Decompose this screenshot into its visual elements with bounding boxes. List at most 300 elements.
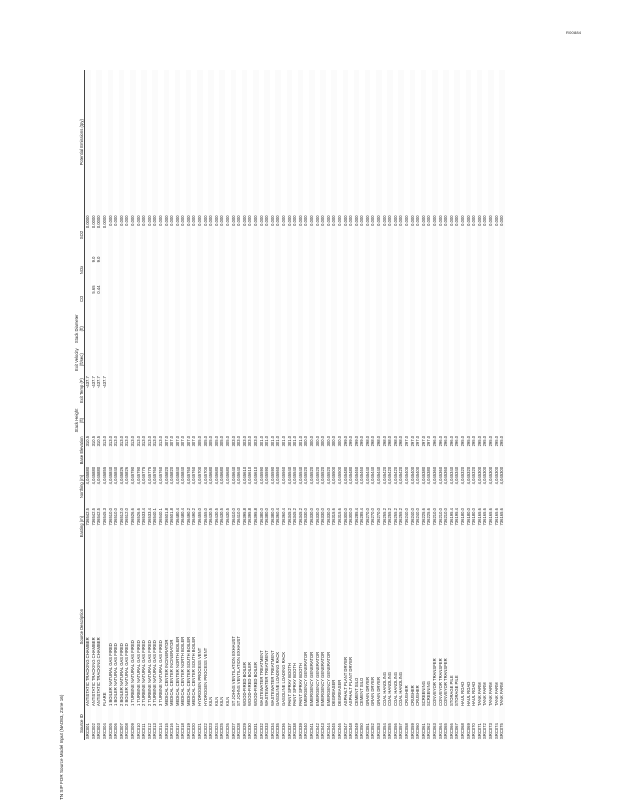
table-body xyxy=(85,70,505,740)
cell-northing: 4,045880 xyxy=(96,466,102,507)
cell-easting: 736533.4 xyxy=(146,508,152,526)
cell-description: WOOD-FIRED BOILER xyxy=(242,546,248,707)
cell-source-id: SRC001 xyxy=(85,707,91,740)
cell-so2: 0.000 xyxy=(298,214,304,255)
cell-description: 1 BOILER NATURAL GAS FIRED xyxy=(108,546,114,707)
cell-so2: 0.000 xyxy=(493,215,499,226)
cell-source-id: SRC035 xyxy=(275,707,281,740)
cell-source-id: SRC025 xyxy=(219,707,225,740)
cell-easting: 736501.8 xyxy=(164,507,170,546)
cell-so2: 0.000 xyxy=(488,214,494,255)
cell-base-elevation: 305.0 xyxy=(225,435,231,447)
cell-easting: 736490.2 xyxy=(191,508,197,526)
cell-base-elevation: 307.0 xyxy=(164,435,170,466)
cell-description: PAINT SPRAY BOOTH xyxy=(287,546,293,707)
cell-source-id: SRC026 xyxy=(225,723,231,739)
cell-easting: 736285.4 xyxy=(354,507,360,546)
cell-description: EMERGENCY GENERATOR xyxy=(309,546,315,707)
cell-source-id: SRC032 xyxy=(258,723,264,739)
col-so2: SO2 xyxy=(75,214,85,255)
cell-easting: 736165.6 xyxy=(499,507,505,546)
cell-northing: 4,045700 xyxy=(197,466,203,507)
col-stack-diameter: Stack Diameter (ft) xyxy=(74,314,84,344)
cell-northing: 4,045540 xyxy=(287,466,293,507)
cell-base-elevation: 307.0 xyxy=(191,435,197,447)
cell-easting: 736510.0 xyxy=(108,507,114,546)
cell-description: GRAIN DRYER xyxy=(376,546,382,707)
cell-description: CEMENT SILO xyxy=(354,546,360,707)
cell-base-elevation: 313.0 xyxy=(119,435,125,466)
cell-description: WASTEWATER TREATMENT xyxy=(264,546,270,707)
cell-so2: 0.000 xyxy=(354,214,360,255)
col-stack-height: Stack Height (ft) xyxy=(75,406,85,435)
cell-easting: 736330.0 xyxy=(309,507,315,546)
cell-description: CRUSHER xyxy=(410,546,416,707)
cell-description: KILN xyxy=(225,696,231,707)
cell-easting: 736255.2 xyxy=(398,507,404,546)
cell-base-elevation: 299.0 xyxy=(348,435,354,447)
col-nox: NOx xyxy=(75,256,85,285)
cell-base-elevation: 303.0 xyxy=(231,435,237,466)
cell-source-id: SRC056 xyxy=(392,723,398,739)
cell-source-id: SRC024 xyxy=(213,723,219,739)
cell-source-id: SRC051 xyxy=(365,707,371,740)
cell-northing: 4,045826 xyxy=(124,466,130,485)
cell-northing: 4,045880 xyxy=(85,466,91,507)
cell-easting: 736540.1 xyxy=(157,508,163,526)
cell-so2: 0.000 xyxy=(197,214,203,255)
cell-so2: 0.000 xyxy=(180,215,186,226)
cell-source-id: SRC049 xyxy=(354,707,360,740)
cell-base-elevation: 300.0 xyxy=(336,435,342,447)
cell-easting: 736345.2 xyxy=(292,508,298,526)
cell-base-elevation: 307.0 xyxy=(186,435,192,466)
cell-northing: 4,045500 xyxy=(336,466,342,485)
cell-northing: 4,045520 xyxy=(314,466,320,485)
cell-so2: 0.000 xyxy=(387,214,393,255)
cell-base-elevation: 298.0 xyxy=(376,435,382,466)
cell-base-elevation: 295.0 xyxy=(471,435,477,447)
cell-source-id: SRC004 xyxy=(101,723,107,739)
cell-description: STORAGE PILE xyxy=(454,546,460,707)
cell-description: HAUL ROAD xyxy=(459,681,465,707)
cell-northing: 4,045680 xyxy=(213,466,219,485)
cell-northing: 4,045420 xyxy=(398,466,404,507)
cell-base-elevation: 295.0 xyxy=(493,435,499,447)
cell-description: EMERGENCY GENERATOR xyxy=(303,651,309,707)
cell-base-elevation: 305.0 xyxy=(213,435,219,447)
cell-source-id: SRC039 xyxy=(298,707,304,740)
cell-source-id: SRC036 xyxy=(280,723,286,739)
cell-easting: 736380.0 xyxy=(264,507,270,546)
cell-description: 2 BOILER NATURAL GAS FIRED xyxy=(124,643,130,707)
cell-source-id: SRC042 xyxy=(314,723,320,739)
cell-description: HAUL ROAD xyxy=(471,681,477,707)
cell-base-elevation: 307.0 xyxy=(169,435,175,447)
cell-base-elevation: 303.0 xyxy=(253,435,259,466)
cell-base-elevation: 295.0 xyxy=(482,435,488,447)
rotated-table-container xyxy=(59,70,545,800)
cell-easting: 736330.0 xyxy=(325,508,331,526)
cell-easting: 736315.6 xyxy=(331,507,337,546)
cell-description: GRAIN DRYER xyxy=(370,677,376,707)
cell-description: PAINT SPRAY BOOTH xyxy=(292,663,298,707)
cell-easting: 736180.0 xyxy=(466,507,472,546)
cell-so2: 0.000 xyxy=(348,215,354,226)
cell-base-elevation: 305.0 xyxy=(197,435,203,466)
cell-so2: 0.0000 xyxy=(101,215,107,229)
cell-so2: 0.000 xyxy=(146,215,152,226)
cell-northing: 4,045400 xyxy=(404,466,410,485)
cell-description: MEDICAL CENTER SOUTH BOILER xyxy=(191,636,197,707)
cell-so2: 0.000 xyxy=(269,215,275,226)
cell-description: PAINT SPRAY BOOTH xyxy=(298,546,304,707)
cell-easting: 736430.5 xyxy=(208,507,214,546)
cell-description: ASPHALT PLANT DRYER xyxy=(348,656,354,707)
cell-northing: 4,045680 xyxy=(208,466,214,507)
cell-description: ST JOHNS VENTILATION EXHAUST xyxy=(236,636,242,707)
cell-base-elevation: 296.0 xyxy=(443,435,449,466)
cell-description: TANK FARM xyxy=(488,546,494,707)
cell-northing: 4,045820 xyxy=(164,466,170,507)
cell-source-id: SRC007 xyxy=(119,707,125,740)
cell-easting: 736480.4 xyxy=(175,507,181,546)
cell-source-id: SRC073 xyxy=(488,707,494,740)
cell-so2: 0.000 xyxy=(130,214,136,255)
cell-northing: 4,045400 xyxy=(415,466,421,485)
cell-easting: 736330.0 xyxy=(314,508,320,526)
cell-source-id: SRC005 xyxy=(108,707,114,740)
cell-northing: 4,045826 xyxy=(119,466,125,507)
cell-source-id: SRC046 xyxy=(336,723,342,739)
cell-description: ANTISTATIC TRACKING CHAMBER xyxy=(96,546,102,707)
cell-northing: 4,045440 xyxy=(370,466,376,485)
cell-easting: 736395.8 xyxy=(242,507,248,546)
cell-easting: 736380.0 xyxy=(269,508,275,526)
cell-co: 5.65 xyxy=(90,285,96,294)
cell-so2: 0.000 xyxy=(392,215,398,226)
cell-source-id: SRC071 xyxy=(477,707,483,740)
cell-easting: 736345.2 xyxy=(287,507,293,546)
cell-so2: 0.000 xyxy=(258,215,264,226)
cell-northing: 4,045775 xyxy=(141,466,147,507)
cell-northing: 4,045360 xyxy=(443,466,449,507)
cell-base-elevation: 298.0 xyxy=(387,435,393,466)
cell-description: GRAIN DRYER xyxy=(365,546,371,707)
cell-easting: 736255.2 xyxy=(381,508,387,526)
cell-description: KILN xyxy=(213,696,219,707)
cell-description: COAL HANDLING xyxy=(381,671,387,707)
cell-so2: 0.000 xyxy=(320,214,326,255)
cell-description: 3 TURBINE NATURAL GAS FIRED xyxy=(152,546,158,707)
cell-so2: 0.000 xyxy=(236,215,242,226)
cell-so2: 0.000 xyxy=(448,215,454,226)
cell-northing: 4,045320 xyxy=(466,466,472,507)
cell-nox: 9.0 xyxy=(96,256,102,285)
cell-easting: 736526.6 xyxy=(130,507,136,546)
cell-so2: 0.000 xyxy=(477,214,483,255)
cell-northing: 4,045300 xyxy=(499,466,505,507)
cell-easting: 736300.0 xyxy=(348,508,354,526)
cell-easting: 736512.0 xyxy=(124,508,130,526)
cell-easting: 736270.0 xyxy=(370,508,376,526)
cell-exit-temp: -437.7 xyxy=(96,375,102,406)
cell-so2: 0.000 xyxy=(314,215,320,226)
cell-source-id: SRC069 xyxy=(466,707,472,740)
cell-northing: 4,045840 xyxy=(108,466,114,507)
col-source-description: Source Description xyxy=(75,546,85,707)
cell-so2: 0.000 xyxy=(404,215,410,226)
cell-description: COAL HANDLING xyxy=(387,546,393,707)
cell-so2: 0.000 xyxy=(202,215,208,226)
cell-easting: 736490.2 xyxy=(186,507,192,546)
cell-northing: 4,045320 xyxy=(471,466,477,485)
cell-source-id: SRC033 xyxy=(264,707,270,740)
cell-base-elevation: 301.0 xyxy=(287,435,293,466)
cell-so2: 0.000 xyxy=(443,214,449,255)
cell-northing: 4,045540 xyxy=(298,466,304,507)
cell-northing: 4,045400 xyxy=(410,466,416,507)
cell-easting: 736430.5 xyxy=(213,508,219,526)
cell-source-id: SRC014 xyxy=(157,723,163,739)
cell-description: GASOLINE LOADING RACK xyxy=(280,651,286,707)
cell-so2: 0.000 xyxy=(459,215,465,226)
cell-easting: 736510.0 xyxy=(113,508,119,526)
cell-description: COAL HANDLING xyxy=(398,546,404,707)
cell-so2: 0.000 xyxy=(454,214,460,255)
cell-northing: 4,045300 xyxy=(477,466,483,507)
cell-source-id: SRC002 xyxy=(90,723,96,739)
cell-source-id: SRC012 xyxy=(146,723,152,739)
cell-northing: 4,045840 xyxy=(175,466,181,507)
cell-base-elevation: 295.0 xyxy=(459,435,465,447)
cell-description: 2 TURBINE NATURAL GAS FIRED xyxy=(146,640,152,707)
cell-northing: 4,045380 xyxy=(421,466,427,507)
cell-northing: 4,045855 xyxy=(101,466,107,485)
cell-easting: 736395.8 xyxy=(247,508,253,526)
cell-so2: 0.000 xyxy=(135,215,141,226)
cell-so2: 0.000 xyxy=(213,215,219,226)
cell-source-id: SRC023 xyxy=(208,707,214,740)
cell-base-elevation: 313.0 xyxy=(124,435,130,447)
cell-easting: 736380.0 xyxy=(258,508,264,526)
cell-so2: 0.000 xyxy=(336,215,342,226)
cell-source-id: SRC060 xyxy=(415,723,421,739)
cell-so2: 0.000 xyxy=(275,214,281,255)
cell-so2: 0.000 xyxy=(410,214,416,255)
cell-so2: 0.000 xyxy=(365,214,371,255)
cell-source-id: SRC045 xyxy=(331,707,337,740)
cell-so2: 0.000 xyxy=(303,215,309,226)
cell-base-elevation: 300.0 xyxy=(331,435,337,466)
cell-description: HYDROGEN PROCESS VENT xyxy=(202,647,208,707)
cell-base-elevation: 299.0 xyxy=(343,435,349,466)
cell-description: MEDICAL CENTER INCINERATOR xyxy=(169,639,175,707)
cell-northing: 4,045460 xyxy=(359,466,365,485)
cell-base-elevation: 301.0 xyxy=(269,435,275,447)
cell-base-elevation: 310.5 xyxy=(90,435,96,447)
cell-so2: 0.000 xyxy=(175,214,181,255)
cell-northing: 4,045760 xyxy=(191,466,197,485)
cell-description: CRUSHER xyxy=(404,685,410,707)
cell-description: FLARE xyxy=(101,692,107,707)
cell-easting: 736300.0 xyxy=(343,507,349,546)
cell-so2: 0.000 xyxy=(124,215,130,226)
cell-co xyxy=(499,284,505,313)
cell-base-elevation: 313.0 xyxy=(113,435,119,447)
cell-description: WOOD-FIRED BOILER xyxy=(247,662,253,707)
cell-so2: 0.000 xyxy=(331,214,337,255)
cell-exit-temp: -437.7 xyxy=(85,375,91,406)
cell-source-id: SRC040 xyxy=(303,723,309,739)
cell-co: 0.44 xyxy=(96,284,102,313)
col-northing: Northing (m) xyxy=(75,466,85,507)
cell-base-elevation: 303.0 xyxy=(236,435,242,447)
cell-description: SCREENING xyxy=(426,681,432,707)
cell-source-id: SRC066 xyxy=(448,723,454,739)
cell-base-elevation: 313.0 xyxy=(135,435,141,447)
cell-easting: 736225.6 xyxy=(426,508,432,526)
cell-northing: 4,045440 xyxy=(376,466,382,507)
cell-description: ANTISTATIC TRACKING CHAMBER xyxy=(85,546,91,707)
cell-base-elevation: 295.0 xyxy=(488,435,494,466)
cell-so2: 0.0000 xyxy=(90,215,96,229)
cell-base-elevation: 303.0 xyxy=(242,435,248,466)
cell-so2: 0.000 xyxy=(292,215,298,226)
cell-easting: 736285.4 xyxy=(359,508,365,526)
cell-description: CONVEYOR TRANSFER xyxy=(437,658,443,707)
cell-northing: 4,045560 xyxy=(275,466,281,507)
cell-source-id: SRC065 xyxy=(443,707,449,740)
cell-easting: 736345.2 xyxy=(298,507,304,546)
cell-so2: 0.000 xyxy=(482,215,488,226)
cell-source-id: SRC011 xyxy=(141,707,147,740)
cell-base-elevation: 299.0 xyxy=(359,435,365,447)
cell-source-id: SRC074 xyxy=(493,723,499,739)
cell-so2: 0.000 xyxy=(108,214,114,255)
cell-easting: 736512.0 xyxy=(119,507,125,546)
cell-base-elevation: 300.0 xyxy=(314,435,320,447)
cell-easting: 736526.6 xyxy=(135,508,141,526)
cell-description: MEDICAL CENTER SOUTH BOILER xyxy=(186,546,192,707)
cell-easting: 736430.5 xyxy=(219,507,225,546)
header-row xyxy=(75,70,85,740)
cell-source-id: SRC070 xyxy=(471,723,477,739)
cell-description: TANK FARM xyxy=(499,546,505,707)
cell-source-id: SRC044 xyxy=(325,723,331,739)
cell-description: WASTEWATER TREATMENT xyxy=(269,650,275,707)
cell-northing: 4,045520 xyxy=(309,466,315,507)
cell-easting: 736480.4 xyxy=(180,508,186,526)
cell-base-elevation: 298.0 xyxy=(392,435,398,447)
cell-easting: 736210.0 xyxy=(432,507,438,546)
cell-base-elevation: 301.0 xyxy=(280,435,286,447)
cell-so2: 0.000 xyxy=(253,214,259,255)
cell-easting: 736195.4 xyxy=(448,508,454,526)
cell-base-elevation: 298.0 xyxy=(381,435,387,447)
cell-northing: 4,045610 xyxy=(242,466,248,507)
cell-easting: 736180.0 xyxy=(459,508,465,526)
cell-description: DEGREASER xyxy=(336,679,342,707)
cell-northing: 4,045360 xyxy=(437,466,443,485)
cell-easting: 736455.0 xyxy=(197,507,203,546)
cell-so2: 0.000 xyxy=(225,215,231,226)
col-exit-velocity: Exit Velocity (ft/sec) xyxy=(75,344,85,375)
cell-easting: 736330.0 xyxy=(320,507,326,546)
cell-so2: 0.000 xyxy=(325,215,331,226)
cell-description: COAL HANDLING xyxy=(392,671,398,707)
cell-base-elevation: 297.0 xyxy=(421,435,427,466)
cell-base-elevation: 305.0 xyxy=(202,435,208,447)
cell-so2: 0.000 xyxy=(119,214,125,255)
cell-source-id: SRC055 xyxy=(387,707,393,740)
cell-source-id: SRC031 xyxy=(253,707,259,740)
cell-easting: 736165.6 xyxy=(477,507,483,546)
cell-base-elevation: 297.0 xyxy=(415,435,421,447)
cell-description: CRUSHER xyxy=(415,685,421,707)
cell-so2: 0.000 xyxy=(264,214,270,255)
cell-northing: 4,045590 xyxy=(269,466,275,485)
cell-easting: 736410.0 xyxy=(236,508,242,526)
cell-so2: 0.000 xyxy=(242,214,248,255)
cell-stack-diameter xyxy=(499,313,505,344)
cell-base-elevation: 307.0 xyxy=(180,435,186,447)
cell-so2: 0.000 xyxy=(499,214,505,255)
cell-so2: 0.000 xyxy=(381,215,387,226)
cell-northing: 4,045360 xyxy=(432,466,438,507)
cell-northing: 4,045420 xyxy=(392,466,398,485)
cell-so2: 0.000 xyxy=(169,215,175,226)
cell-description: HYDROGEN PROCESS VENT xyxy=(197,546,203,707)
cell-source-id: SRC009 xyxy=(130,707,136,740)
cell-source-id: SRC037 xyxy=(287,707,293,740)
cell-so2: 0.000 xyxy=(421,214,427,255)
cell-source-id: SRC061 xyxy=(421,707,427,740)
cell-so2: 0.000 xyxy=(113,215,119,226)
cell-northing: 4,045520 xyxy=(325,466,331,485)
cell-northing: 4,045760 xyxy=(152,466,158,507)
cell-northing: 4,045840 xyxy=(180,466,186,485)
cell-so2: 0.000 xyxy=(247,215,253,226)
cell-base-elevation: 307.0 xyxy=(175,435,181,466)
cell-description: 2 BOILER NATURAL GAS FIRED xyxy=(119,546,125,707)
cell-northing: 4,045700 xyxy=(202,466,208,485)
cell-easting: 736455.0 xyxy=(202,508,208,526)
cell-base-elevation: 297.0 xyxy=(426,435,432,447)
cell-source-id: SRC050 xyxy=(359,723,365,739)
cell-northing: 4,045840 xyxy=(113,466,119,485)
cell-base-elevation: 300.0 xyxy=(325,435,331,447)
cell-base-elevation: 300.0 xyxy=(303,435,309,447)
cell-so2: 0.000 xyxy=(280,215,286,226)
cell-exit-temp: -437.7 xyxy=(101,376,107,389)
cell-easting: 736180.0 xyxy=(471,508,477,526)
cell-easting: 736395.8 xyxy=(253,507,259,546)
col-base-elevation: Base Elevation xyxy=(75,435,85,466)
cell-so2: 0.000 xyxy=(186,214,192,255)
cell-northing: 4,045480 xyxy=(343,466,349,507)
cell-northing: 4,045320 xyxy=(459,466,465,485)
cell-easting: 736270.0 xyxy=(376,507,382,546)
cell-so2: 0.000 xyxy=(164,214,170,255)
col-potential-emissions: Potential Emissions (tpy) xyxy=(75,70,85,214)
cell-northing: 4,045480 xyxy=(348,466,354,485)
cell-source-id: SRC047 xyxy=(343,707,349,740)
cell-source-id: SRC072 xyxy=(482,723,488,739)
cell-so2: 0.000 xyxy=(398,214,404,255)
cell-source-id: SRC008 xyxy=(124,723,130,739)
cell-source-id: SRC043 xyxy=(320,707,326,740)
